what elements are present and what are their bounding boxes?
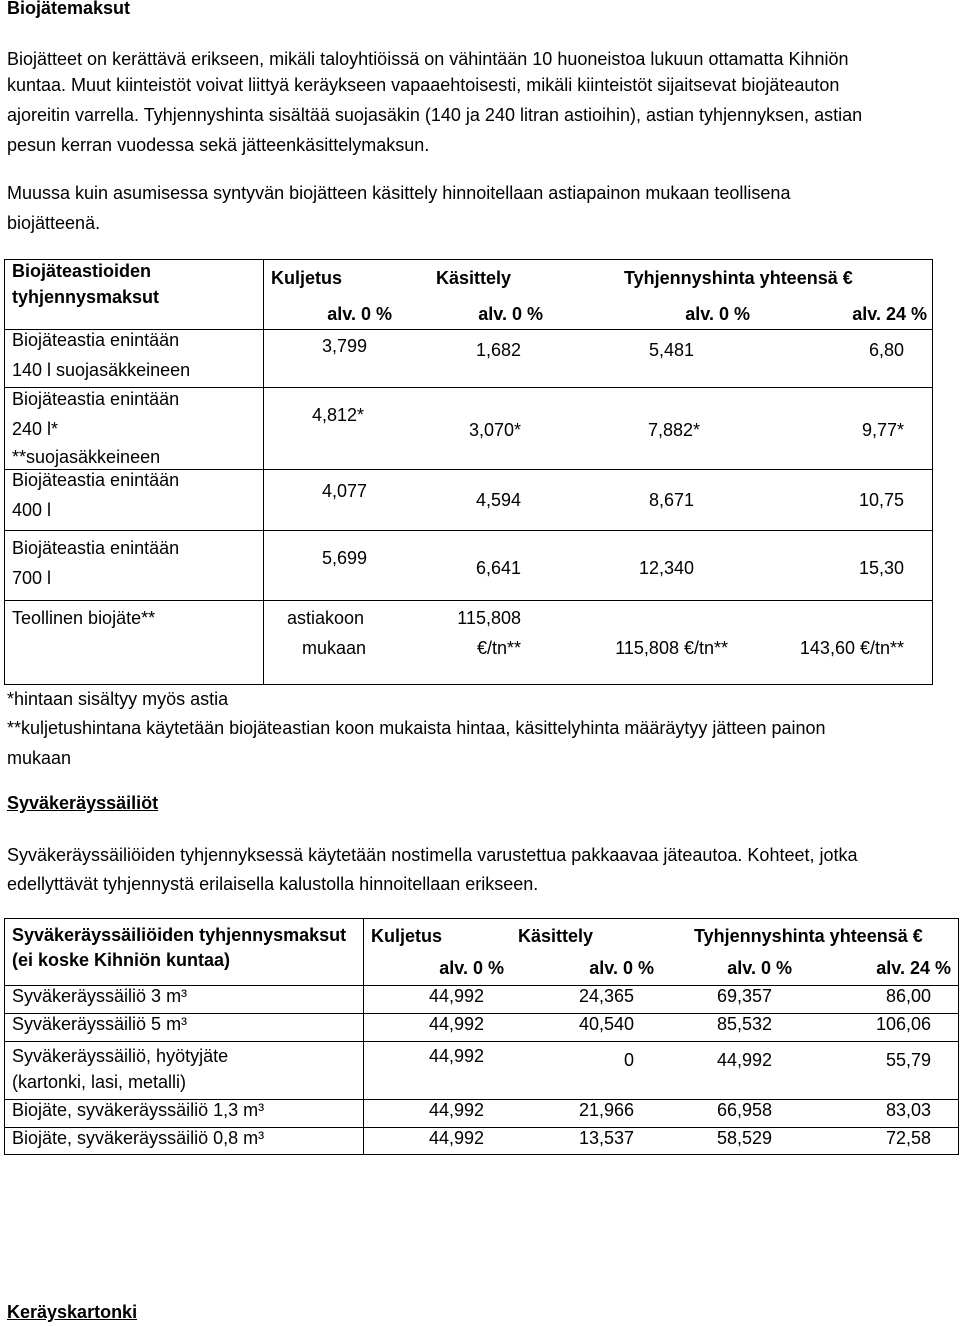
row-label: (kartonki, lasi, metalli) (12, 1072, 187, 1092)
paragraph-line: Biojätteet on kerättävä erikseen, mikäli taloyhtiöissä on vähintään 10 huoneistoa lukuun ottamatta Kihniön (7, 49, 849, 69)
cell-total24: 106,06 (875, 1014, 931, 1034)
row-label: **suojasäkkeineen (12, 447, 161, 467)
footnote: mukaan (7, 748, 72, 768)
cell-total24: 15,30 (858, 558, 904, 578)
footnote: *hintaan sisältyy myös astia (7, 689, 229, 709)
cell-kuljetus: 5,699 (322, 548, 368, 568)
row-label: Biojäte, syväkeräyssäiliö 0,8 m³ (12, 1128, 265, 1148)
cell-total0: 115,808 €/tn** (615, 638, 728, 658)
vat-header: alv. 0 % (589, 958, 654, 978)
table-title: Biojäteastioiden (12, 261, 152, 281)
cell-total0: 85,532 (716, 1014, 772, 1034)
row-label: Syväkeräyssäiliö 3 m³ (12, 986, 188, 1006)
paragraph-line: ajoreitin varrella. Tyhjennyshinta sisältää suojasäkin (140 ja 240 litran astioihin), astian tyhjennyksen, astian (7, 105, 863, 125)
table-title: (ei koske Kihniön kuntaa) (12, 950, 231, 970)
cell-kasittely: 4,594 (475, 490, 521, 510)
cell-total0: 8,671 (648, 490, 694, 510)
vat-header: alv. 0 % (685, 304, 750, 324)
cell-kasittely: 40,540 (578, 1014, 634, 1034)
cell-total0: 58,529 (716, 1128, 772, 1148)
row-label: Syväkeräyssäiliö, hyötyjäte (12, 1046, 229, 1066)
column-header-kuljetus: Kuljetus (371, 926, 443, 946)
table-row-divider (4, 530, 933, 531)
section-heading-keraayskartonki: Keräyskartonki (7, 1302, 138, 1322)
cell-total0: 7,882* (647, 420, 700, 440)
row-label: Biojäteastia enintään (12, 470, 180, 490)
table-title: Syväkeräyssäiliöiden tyhjennysmaksut (12, 925, 347, 945)
paragraph-line: Muussa kuin asumisessa syntyvän biojätteen käsittely hinnoitellaan astiapainon mukaan teollisena (7, 183, 791, 203)
row-label: Teollinen biojäte** (12, 608, 156, 628)
table-divider (363, 918, 364, 1155)
column-header-kasittely: Käsittely (436, 268, 512, 288)
table-row-divider (4, 600, 933, 601)
vat-header: alv. 24 % (876, 958, 951, 978)
cell-kuljetus: 44,992 (428, 1128, 484, 1148)
cell-kasittely: 6,641 (475, 558, 521, 578)
cell-kasittely: 0 (623, 1050, 634, 1070)
cell-kuljetus: astiakoon (287, 608, 365, 628)
vat-header: alv. 0 % (727, 958, 792, 978)
cell-kasittely: 13,537 (578, 1128, 634, 1148)
cell-kuljetus: 44,992 (428, 1100, 484, 1120)
row-label: 400 l (12, 500, 52, 520)
paragraph-line: pesun kerran vuodessa sekä jätteenkäsittelymaksun. (7, 135, 430, 155)
vat-header: alv. 0 % (439, 958, 504, 978)
cell-total0: 69,357 (716, 986, 772, 1006)
cell-kasittely: 1,682 (475, 340, 521, 360)
row-label: Biojäteastia enintään (12, 389, 180, 409)
table-divider (263, 259, 264, 685)
table-title: tyhjennysmaksut (12, 287, 160, 307)
column-header-total: Tyhjennyshinta yhteensä € (694, 926, 923, 946)
cell-total24: 143,60 €/tn** (799, 638, 904, 658)
paragraph-line: edellyttävät tyhjennystä erilaisella kalustolla hinnoitellaan erikseen. (7, 874, 539, 894)
vat-header: alv. 0 % (478, 304, 543, 324)
cell-kuljetus: 3,799 (322, 336, 368, 356)
cell-kuljetus: 4,077 (322, 481, 368, 501)
cell-total0: 66,958 (716, 1100, 772, 1120)
column-header-kasittely: Käsittely (518, 926, 594, 946)
row-label: Biojäteastia enintään (12, 330, 180, 350)
cell-kasittely: 21,966 (578, 1100, 634, 1120)
row-label: 240 l* (12, 419, 59, 439)
cell-total24: 72,58 (885, 1128, 931, 1148)
section-heading-syvakerayssailiot: Syväkeräyssäiliöt (7, 793, 159, 813)
cell-kuljetus: 44,992 (428, 1046, 484, 1066)
column-header-kuljetus: Kuljetus (271, 268, 343, 288)
section-heading-biojatemaksut: Biojätemaksut (7, 0, 131, 18)
cell-total24: 10,75 (858, 490, 904, 510)
paragraph-line: biojätteenä. (7, 213, 101, 233)
vat-header: alv. 24 % (852, 304, 927, 324)
vat-header: alv. 0 % (327, 304, 392, 324)
cell-total24: 55,79 (885, 1050, 931, 1070)
cell-kasittely: 115,808 (457, 608, 521, 628)
paragraph-line: Syväkeräyssäiliöiden tyhjennyksessä käytetään nostimella varustettua pakkaavaa jäteautoa. Kohteet, jotka (7, 845, 858, 865)
row-label: Biojäte, syväkeräyssäiliö 1,3 m³ (12, 1100, 265, 1120)
row-label: 700 l (12, 568, 52, 588)
row-label: 140 l suojasäkkeineen (12, 360, 191, 380)
cell-kasittely: 3,070* (468, 420, 521, 440)
cell-kuljetus: mukaan (302, 638, 367, 658)
table-row-divider (4, 1041, 959, 1042)
cell-kasittely: 24,365 (578, 986, 634, 1006)
cell-kuljetus: 44,992 (428, 1014, 484, 1034)
cell-total0: 5,481 (648, 340, 694, 360)
table-row-divider (4, 387, 933, 388)
cell-total24: 86,00 (885, 986, 931, 1006)
cell-total0: 12,340 (638, 558, 694, 578)
cell-kuljetus: 4,812* (312, 405, 365, 425)
cell-total24: 9,77* (861, 420, 904, 440)
row-label: Biojäteastia enintään (12, 538, 180, 558)
cell-kasittely: €/tn** (476, 638, 521, 658)
footnote: **kuljetushintana käytetään biojäteastian koon mukaista hintaa, käsittelyhinta määräytyy jätteen painon (7, 718, 826, 738)
paragraph-line: kuntaa. Muut kiinteistöt voivat liittyä keräykseen vapaaehtoisesti, mikäli kiinteistöt sijaitsevat biojäteauton (7, 75, 840, 95)
cell-total0: 44,992 (716, 1050, 772, 1070)
cell-kuljetus: 44,992 (428, 986, 484, 1006)
cell-total24: 6,80 (868, 340, 904, 360)
column-header-total: Tyhjennyshinta yhteensä € (624, 268, 853, 288)
cell-total24: 83,03 (885, 1100, 931, 1120)
row-label: Syväkeräyssäiliö 5 m³ (12, 1014, 188, 1034)
